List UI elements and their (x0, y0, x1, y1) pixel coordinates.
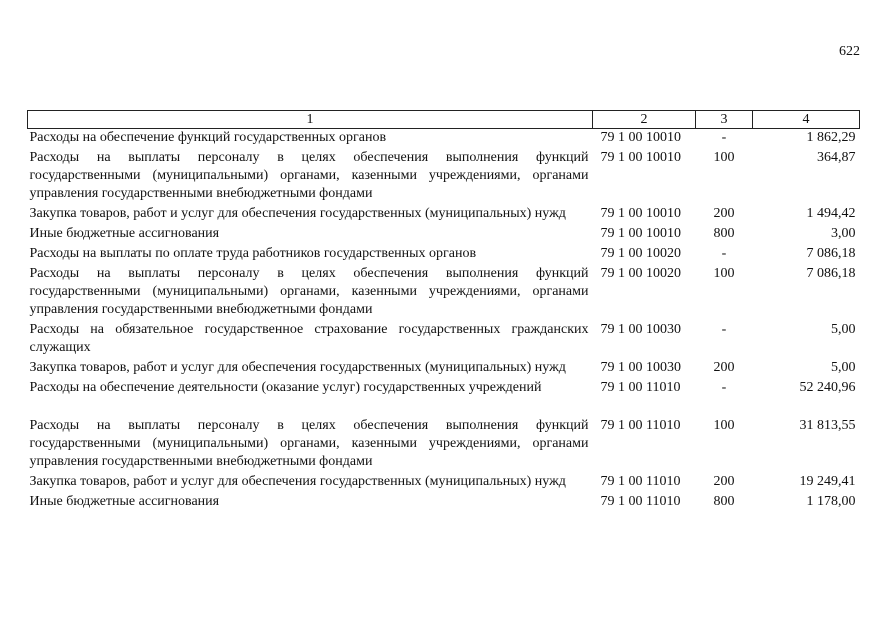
row-name: Закупка товаров, работ и услуг для обеспечения государственных (муниципальных) нужд (29, 474, 566, 489)
row-name: Расходы на выплаты по оплате труда работников государственных органов (29, 246, 477, 261)
row-type: 100 (713, 266, 735, 281)
row-type: - (721, 322, 727, 337)
table-row (28, 129, 860, 150)
row-amount: 19 249,41 (799, 474, 856, 489)
table-header-row (28, 111, 860, 129)
table-row (28, 359, 860, 379)
row-amount: 7 086,18 (806, 266, 856, 281)
row-amount: 3,00 (831, 226, 856, 241)
column-header-1: 1 (28, 111, 593, 129)
row-type: - (721, 380, 727, 395)
row-code: 79 1 00 11010 (600, 380, 681, 395)
row-amount: 7 086,18 (806, 246, 856, 261)
budget-table (27, 110, 860, 513)
row-name: Закупка товаров, работ и услуг для обеспечения государственных (муниципальных) нужд (29, 206, 566, 221)
row-type: - (721, 130, 727, 145)
row-amount: 31 813,55 (799, 418, 856, 433)
row-code: 79 1 00 11010 (600, 494, 681, 509)
row-name: Иные бюджетные ассигнования (29, 494, 220, 509)
row-code: 79 1 00 10010 (600, 226, 681, 241)
row-type: 200 (713, 206, 735, 221)
table-row (28, 265, 860, 321)
row-amount: 364,87 (817, 150, 856, 165)
row-name: Расходы на выплаты персоналу в целях обеспечения выполнения функций государственными (муниципальными) органами, казенными учреждениями, органами управления государственными внебюджетными фондами (29, 266, 589, 317)
row-amount: 1 494,42 (806, 206, 856, 221)
row-type: - (721, 246, 727, 261)
page-number: 622 (839, 44, 860, 59)
table-row (28, 245, 860, 265)
row-code: 79 1 00 10010 (600, 130, 681, 145)
row-name: Расходы на выплаты персоналу в целях обеспечения выполнения функций государственными (муниципальными) органами, казенными учреждениями, органами управления государственными внебюджетными фондами (29, 150, 589, 201)
row-code: 79 1 00 10020 (600, 266, 681, 281)
row-name: Расходы на обязательное государственное страхование государственных гражданских служащих (29, 322, 589, 355)
row-name: Иные бюджетные ассигнования (29, 226, 220, 241)
table-row (28, 225, 860, 245)
row-code: 79 1 00 10030 (600, 360, 681, 375)
row-amount: 5,00 (831, 360, 856, 375)
table-row (28, 473, 860, 493)
row-code: 79 1 00 10020 (600, 246, 681, 261)
row-name: Расходы на обеспечение деятельности (оказание услуг) государственных учреждений (29, 380, 542, 395)
row-type: 200 (713, 360, 735, 375)
row-amount: 5,00 (831, 322, 856, 337)
row-type: 100 (713, 150, 735, 165)
table-row (28, 493, 860, 513)
table-row (28, 149, 860, 205)
row-code: 79 1 00 10010 (600, 150, 681, 165)
row-code: 79 1 00 11010 (600, 418, 681, 433)
row-type: 100 (713, 418, 735, 433)
row-type: 200 (713, 474, 735, 489)
row-amount: 1 862,29 (806, 130, 856, 145)
row-type: 800 (713, 226, 735, 241)
row-name: Расходы на выплаты персоналу в целях обеспечения выполнения функций государственными (муниципальными) органами, казенными учреждениями, органами управления государственными внебюджетными фондами (29, 418, 589, 469)
row-name: Закупка товаров, работ и услуг для обеспечения государственных (муниципальных) нужд (29, 360, 566, 375)
row-amount: 1 178,00 (806, 494, 856, 509)
row-code: 79 1 00 10030 (600, 322, 681, 337)
row-code: 79 1 00 11010 (600, 474, 681, 489)
table-row (28, 417, 860, 473)
row-amount: 52 240,96 (799, 380, 856, 395)
table-row (28, 321, 860, 359)
column-header-3: 3 (696, 111, 753, 129)
table-row (28, 205, 860, 225)
row-code: 79 1 00 10010 (600, 206, 681, 221)
row-name: Расходы на обеспечение функций государственных органов (29, 130, 387, 145)
column-header-4: 4 (753, 111, 860, 129)
table-row (28, 379, 860, 417)
column-header-2: 2 (593, 111, 696, 129)
row-type: 800 (713, 494, 735, 509)
